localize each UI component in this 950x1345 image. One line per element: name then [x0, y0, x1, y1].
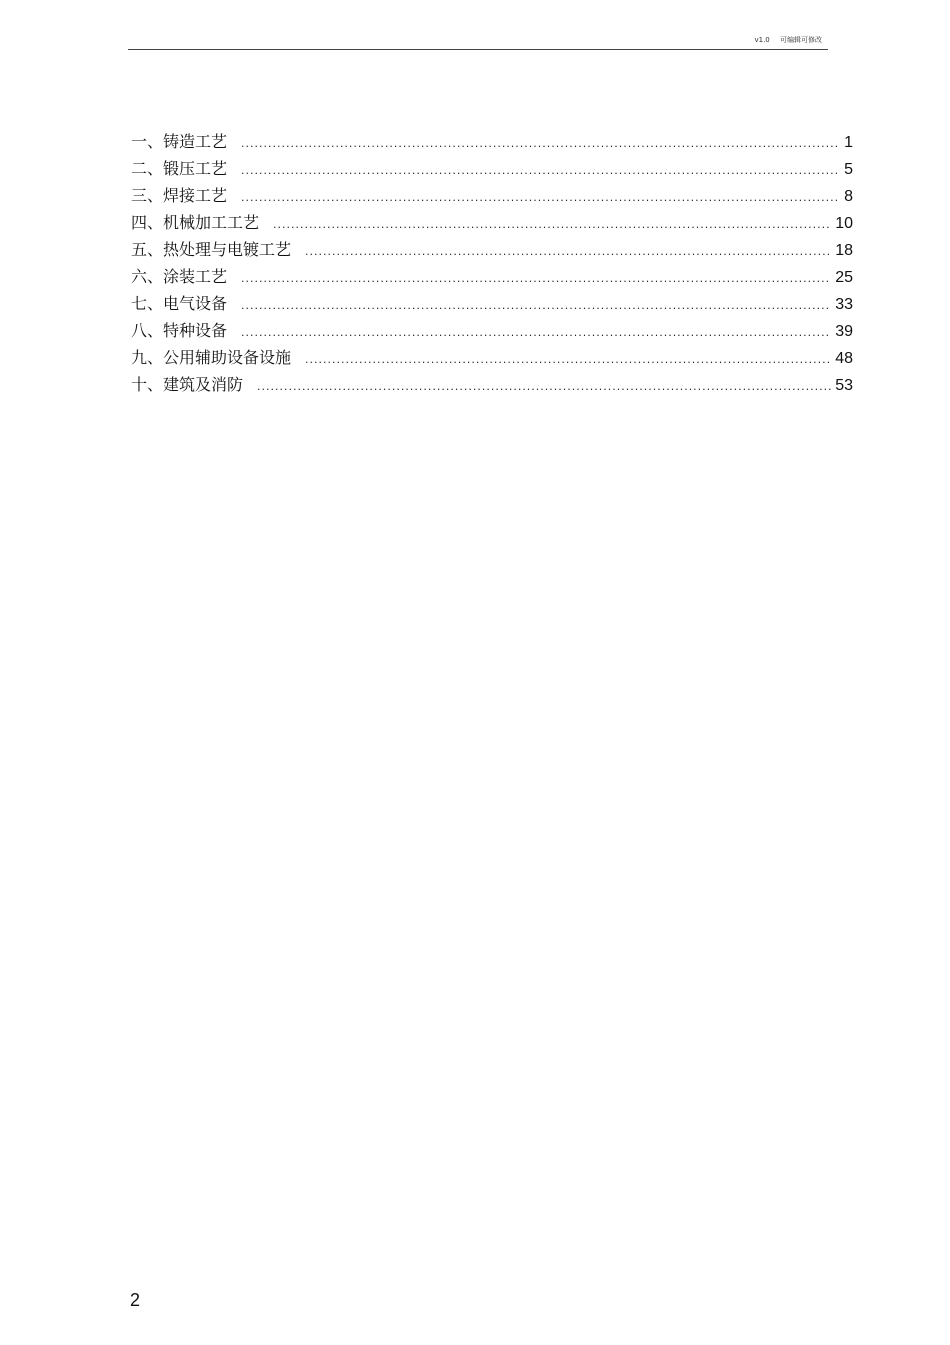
toc-entry-page: 8	[844, 188, 853, 205]
toc-dot-leader	[273, 213, 831, 237]
toc-entry-page: 33	[835, 296, 853, 313]
toc-entry-label: 十、建筑及消防	[131, 375, 244, 394]
toc-entry[interactable]	[131, 211, 853, 238]
toc-entry[interactable]	[131, 238, 853, 265]
toc-dot-leader	[241, 294, 831, 318]
toc-entry-page: 53	[835, 377, 853, 394]
toc-entry-page: 5	[844, 161, 853, 178]
toc-entry[interactable]	[131, 265, 853, 292]
toc-dot-leader	[241, 132, 840, 156]
toc-dot-leader	[241, 186, 840, 210]
toc-dot-leader	[241, 159, 840, 183]
toc-entry-page: 1	[844, 134, 853, 151]
toc-entry-label: 七、电气设备	[131, 294, 228, 313]
table-of-contents	[131, 130, 853, 400]
toc-entry-label: 九、公用辅助设备设施	[131, 348, 292, 367]
toc-entry-page: 10	[835, 215, 853, 232]
toc-entry[interactable]	[131, 346, 853, 373]
page-number: 2	[130, 1290, 141, 1310]
toc-entry[interactable]	[131, 157, 853, 184]
toc-entry-label: 六、涂装工艺	[131, 267, 228, 286]
toc-entry[interactable]	[131, 184, 853, 211]
toc-entry-page: 48	[835, 350, 853, 367]
toc-entry-page: 39	[835, 323, 853, 340]
page-header	[128, 35, 828, 50]
toc-entry-label: 三、焊接工艺	[131, 186, 228, 205]
toc-entry[interactable]	[131, 319, 853, 346]
toc-dot-leader	[257, 375, 831, 399]
header-version: v1.0	[754, 36, 770, 44]
toc-dot-leader	[305, 348, 831, 372]
toc-entry-label: 四、机械加工工艺	[131, 213, 260, 232]
toc-dot-leader	[241, 267, 831, 291]
toc-entry-label: 八、特种设备	[131, 321, 228, 340]
toc-entry[interactable]	[131, 373, 853, 400]
toc-dot-leader	[305, 240, 831, 264]
toc-entry-label: 二、锻压工艺	[131, 159, 228, 178]
toc-entry[interactable]	[131, 292, 853, 319]
header-note: 可编辑可修改	[780, 36, 822, 44]
toc-entry[interactable]	[131, 130, 853, 157]
toc-entry-page: 25	[835, 269, 853, 286]
toc-dot-leader	[241, 321, 831, 345]
toc-entry-label: 五、热处理与电镀工艺	[131, 240, 292, 259]
header-text	[754, 35, 822, 45]
toc-entry-label: 一、铸造工艺	[131, 132, 228, 151]
toc-entry-page: 18	[835, 242, 853, 259]
